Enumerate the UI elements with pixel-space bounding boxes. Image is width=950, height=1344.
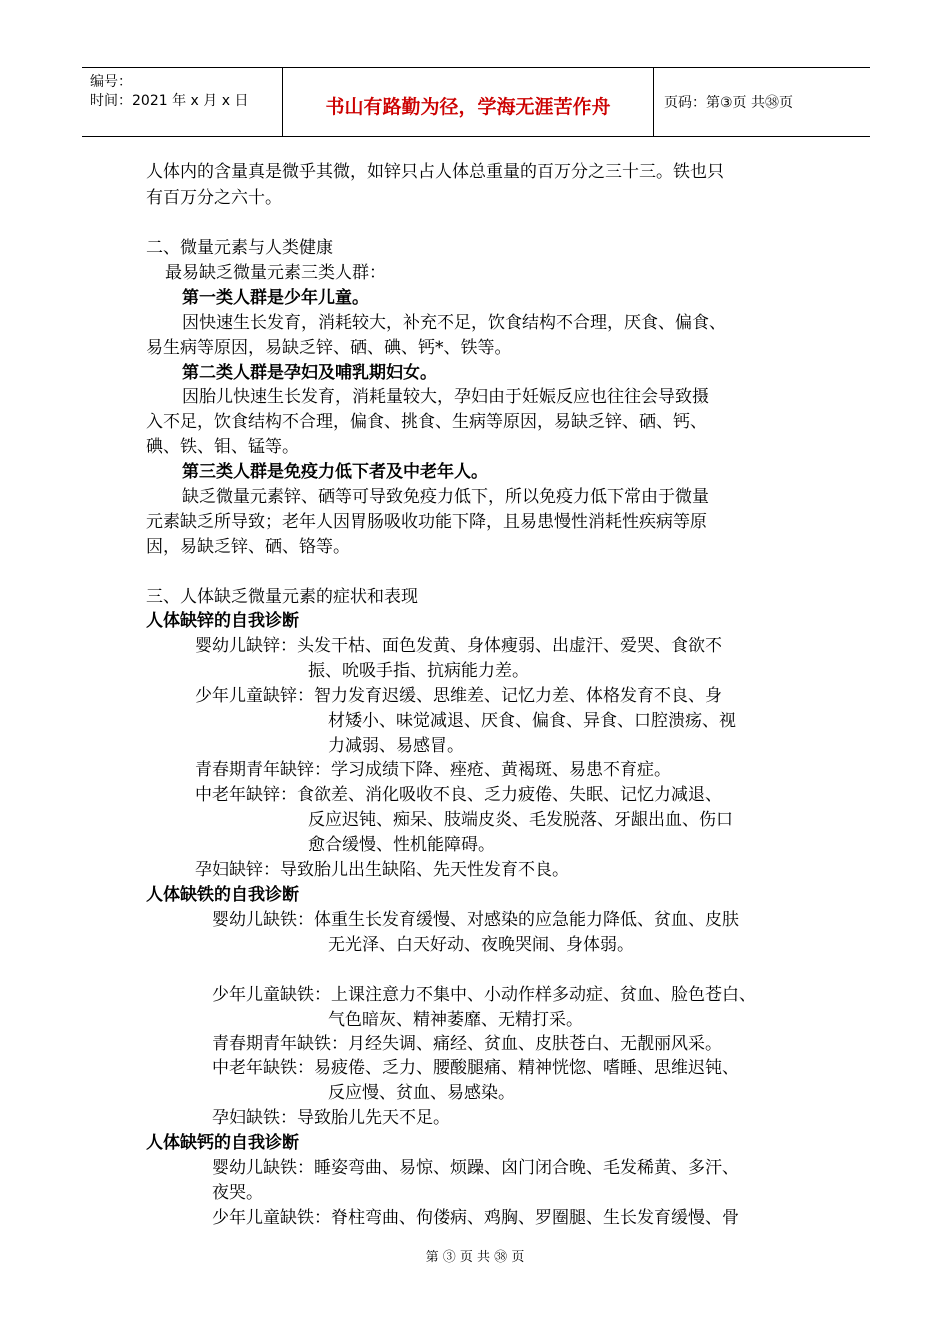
body-line: 中老年缺锌：食欲差、消化吸收不良、乏力疲倦、失眠、记忆力减退、 — [195, 785, 722, 805]
body-line: 少年儿童缺铁：上课注意力不集中、小动作样多动症、贫血、脸色苍白、 — [212, 985, 756, 1005]
body-line: 元素缺乏所导致；老年人因胃肠吸收功能下降，且易患慢性消耗性疾病等原 — [146, 512, 707, 532]
body-line: 婴幼儿缺铁：体重生长发育缓慢、对感染的应急能力降低、贫血、皮肤 — [212, 910, 739, 930]
body-line: 反应慢、贫血、易感染。 — [328, 1083, 515, 1103]
page-footer: 第 ③ 页 共 ㊳ 页 — [425, 1250, 525, 1265]
body-line: 有百万分之六十。 — [146, 188, 282, 208]
body-line: 反应迟钝、痴呆、肢端皮炎、毛发脱落、牙龈出血、伤口 — [308, 810, 733, 830]
group-heading: 第一类人群是少年儿童。 — [182, 288, 369, 308]
page-code: 页码：第③页 共㊳页 — [664, 95, 794, 111]
header-table — [82, 67, 870, 137]
header-motto: 书山有路勤为径，学海无涯苦作舟 — [325, 96, 611, 118]
body-line: 愈合缓慢、性机能障碍。 — [308, 835, 495, 855]
body-line: 无光泽、白天好动、夜晚哭闹、身体弱。 — [328, 935, 634, 955]
body-line: 气色暗灰、精神萎靡、无精打采。 — [328, 1010, 583, 1030]
subsection-heading: 人体缺钙的自我诊断 — [146, 1133, 299, 1153]
body-line: 婴幼儿缺铁：睡姿弯曲、易惊、烦躁、囟门闭合晚、毛发稀黄、多汗、 — [212, 1158, 739, 1178]
body-line: 易生病等原因，易缺乏锌、硒、碘、钙*、铁等。 — [146, 338, 512, 358]
body-line: 中老年缺铁：易疲倦、乏力、腰酸腿痛、精神恍惚、嗜睡、思维迟钝、 — [212, 1058, 739, 1078]
body-line: 碘、铁、钼、锰等。 — [146, 437, 299, 457]
group-heading: 第二类人群是孕妇及哺乳期妇女。 — [182, 363, 437, 383]
body-line: 振、吮吸手指、抗病能力差。 — [308, 661, 529, 681]
header-cell-center — [283, 68, 654, 136]
body-line: 因，易缺乏锌、硒、铬等。 — [146, 537, 350, 557]
body-line: 人体内的含量真是微乎其微，如锌只占人体总重量的百万分之三十三。铁也只 — [146, 162, 724, 182]
body-line: 因胎儿快速生长发育，消耗量较大，孕妇由于妊娠反应也往往会导致摄 — [182, 387, 709, 407]
header-cell-left — [82, 68, 283, 136]
body-line: 夜哭。 — [212, 1183, 263, 1203]
serial-label: 编号： — [90, 74, 132, 90]
body-line: 入不足，饮食结构不合理，偏食、挑食、生病等原因，易缺乏锌、硒、钙、 — [146, 412, 707, 432]
header-cell-right — [654, 68, 870, 136]
body-line: 孕妇缺锌：导致胎儿出生缺陷、先天性发育不良。 — [195, 860, 569, 880]
body-line: 青春期青年缺铁：月经失调、痛经、贫血、皮肤苍白、无靓丽风采。 — [212, 1034, 722, 1054]
body-line: 材矮小、味觉减退、厌食、偏食、异食、口腔溃疡、视 — [328, 711, 736, 731]
section-heading: 三、人体缺乏微量元素的症状和表现 — [146, 587, 418, 607]
body-line: 孕妇缺铁：导致胎儿先天不足。 — [212, 1108, 450, 1128]
subsection-heading: 人体缺锌的自我诊断 — [146, 611, 299, 631]
subsection-heading: 人体缺铁的自我诊断 — [146, 885, 299, 905]
body-line: 缺乏微量元素锌、硒等可导致免疫力低下，所以免疫力低下常由于微量 — [182, 487, 709, 507]
body-line: 因快速生长发育，消耗较大，补充不足，饮食结构不合理，厌食、偏食、 — [182, 313, 726, 333]
body-line: 婴幼儿缺锌：头发干枯、面色发黄、身体瘦弱、出虚汗、爱哭、食欲不 — [195, 636, 722, 656]
body-line: 力减弱、易感冒。 — [328, 736, 464, 756]
body-line: 最易缺乏微量元素三类人群： — [165, 263, 386, 283]
date-label: 时间：2021 年 x 月 x 日 — [90, 93, 249, 109]
group-heading: 第三类人群是免疫力低下者及中老年人。 — [182, 462, 488, 482]
body-line: 青春期青年缺锌：学习成绩下降、痤疮、黄褐斑、易患不育症。 — [195, 760, 671, 780]
body-line: 少年儿童缺锌：智力发育迟缓、思维差、记忆力差、体格发育不良、身 — [195, 686, 722, 706]
body-line: 少年儿童缺铁：脊柱弯曲、佝偻病、鸡胸、罗圈腿、生长发育缓慢、骨 — [212, 1208, 739, 1228]
section-heading: 二、微量元素与人类健康 — [146, 238, 333, 258]
